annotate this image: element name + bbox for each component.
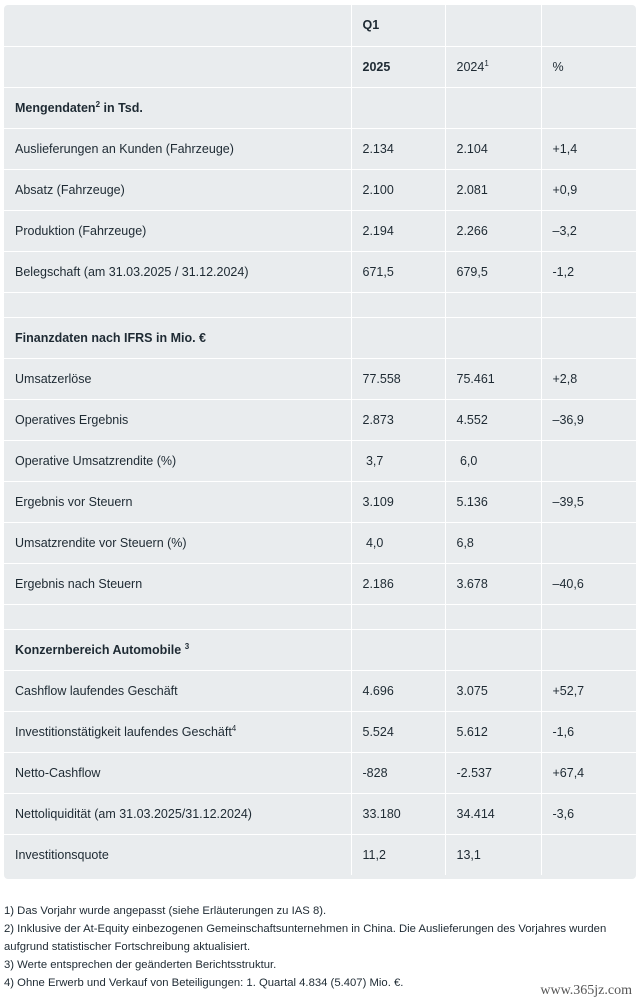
value-2024: 2.081 — [445, 169, 541, 210]
row-label: Nettoliquidität (am 31.03.2025/31.12.2024) — [4, 793, 351, 834]
value-change: -3,6 — [541, 793, 636, 834]
table-row — [4, 793, 636, 834]
value-2025: 2.194 — [351, 210, 445, 251]
value-2024: 3.075 — [445, 670, 541, 711]
header-row-years — [4, 46, 636, 87]
table-row — [4, 440, 636, 481]
table-row — [4, 251, 636, 292]
value-2024: -2.537 — [445, 752, 541, 793]
value-change: -1,2 — [541, 251, 636, 292]
table-row — [4, 358, 636, 399]
row-label: Cashflow laufendes Geschäft — [4, 670, 351, 711]
key-figures-table-container — [4, 5, 636, 879]
table-row — [4, 752, 636, 793]
table-row — [4, 399, 636, 440]
value-change — [541, 440, 636, 481]
value-2024: 3.678 — [445, 563, 541, 604]
value-2024: 5.612 — [445, 711, 541, 752]
col-header-2024: 2024$^1$ — [445, 46, 541, 87]
row-label: Ergebnis nach Steuern — [4, 563, 351, 604]
footnote: 3) Werte entsprechen der geänderten Berichtsstruktur. — [4, 959, 277, 971]
value-change — [541, 834, 636, 875]
value-2025: 3.109 — [351, 481, 445, 522]
value-2024: 679,5 — [445, 251, 541, 292]
value-2024: 2.266 — [445, 210, 541, 251]
footnotes — [4, 902, 632, 992]
value-2025: 4,0 — [351, 522, 445, 563]
table-row — [4, 563, 636, 604]
value-2025: 4.696 — [351, 670, 445, 711]
table-row — [4, 128, 636, 169]
row-label: Umsatzrendite vor Steuern (%) — [4, 522, 351, 563]
row-label: Operative Umsatzrendite (%) — [4, 440, 351, 481]
footnote: 1) Das Vorjahr wurde angepasst (siehe Erläuterungen zu IAS 8). — [4, 905, 327, 917]
value-2025: 2.186 — [351, 563, 445, 604]
section-title: Finanzdaten nach IFRS in Mio. € — [4, 317, 351, 358]
value-change: +52,7 — [541, 670, 636, 711]
table-row — [4, 834, 636, 875]
value-2025: 77.558 — [351, 358, 445, 399]
value-change: +2,8 — [541, 358, 636, 399]
row-label: Investitionstätigkeit laufendes Geschäft$^4$ — [4, 711, 351, 752]
table-row — [4, 670, 636, 711]
section-title: Konzernbereich Automobile $^3$ — [4, 629, 351, 670]
value-2025: 2.134 — [351, 128, 445, 169]
section-header-row — [4, 87, 636, 128]
spacer-row — [4, 604, 636, 629]
value-2024: 75.461 — [445, 358, 541, 399]
value-2025: 2.873 — [351, 399, 445, 440]
row-label: Ergebnis vor Steuern — [4, 481, 351, 522]
row-label: Operatives Ergebnis — [4, 399, 351, 440]
section-header-row — [4, 629, 636, 670]
value-2024: 34.414 — [445, 793, 541, 834]
value-change: –3,2 — [541, 210, 636, 251]
row-label: Umsatzerlöse — [4, 358, 351, 399]
value-change: +1,4 — [541, 128, 636, 169]
section-title: Mengendaten$^2$ in Tsd. — [4, 87, 351, 128]
key-figures-table — [4, 5, 636, 875]
value-change: +0,9 — [541, 169, 636, 210]
col-header-2025: 2025 — [351, 46, 445, 87]
value-2024: 6,0 — [445, 440, 541, 481]
row-label: Auslieferungen an Kunden (Fahrzeuge) — [4, 128, 351, 169]
spacer-row — [4, 292, 636, 317]
row-label: Belegschaft (am 31.03.2025 / 31.12.2024) — [4, 251, 351, 292]
value-2025: 5.524 — [351, 711, 445, 752]
value-2025: 671,5 — [351, 251, 445, 292]
watermark: www.365jz.com — [540, 983, 632, 998]
value-2025: 3,7 — [351, 440, 445, 481]
value-2024: 13,1 — [445, 834, 541, 875]
value-2025: 33.180 — [351, 793, 445, 834]
table-row — [4, 522, 636, 563]
row-label: Investitionsquote — [4, 834, 351, 875]
row-label: Netto-Cashflow — [4, 752, 351, 793]
value-change: -1,6 — [541, 711, 636, 752]
value-2024: 5.136 — [445, 481, 541, 522]
table-row — [4, 169, 636, 210]
table-row — [4, 210, 636, 251]
row-label: Produktion (Fahrzeuge) — [4, 210, 351, 251]
value-2025: 11,2 — [351, 834, 445, 875]
value-2024: 2.104 — [445, 128, 541, 169]
value-change — [541, 522, 636, 563]
row-label: Absatz (Fahrzeuge) — [4, 169, 351, 210]
value-2025: -828 — [351, 752, 445, 793]
value-2024: 4.552 — [445, 399, 541, 440]
section-header-row — [4, 317, 636, 358]
value-change: –39,5 — [541, 481, 636, 522]
value-2024: 6,8 — [445, 522, 541, 563]
value-2025: 2.100 — [351, 169, 445, 210]
footnote: 4) Ohne Erwerb und Verkauf von Beteiligungen: 1. Quartal 4.834 (5.407) Mio. €. — [4, 977, 404, 989]
footnote: 2) Inklusive der At-Equity einbezogenen Gemeinschaftsunternehmen in China. Die Auslieferungen des Vorjahres wurden aufgrund statistischer Fortschreibung aktualisiert. — [4, 923, 607, 953]
table-row — [4, 711, 636, 752]
period-header: Q1 — [351, 5, 445, 46]
value-change: +67,4 — [541, 752, 636, 793]
table-row — [4, 481, 636, 522]
col-header-change: % — [541, 46, 636, 87]
value-change: –40,6 — [541, 563, 636, 604]
value-change: –36,9 — [541, 399, 636, 440]
header-row-period — [4, 5, 636, 46]
